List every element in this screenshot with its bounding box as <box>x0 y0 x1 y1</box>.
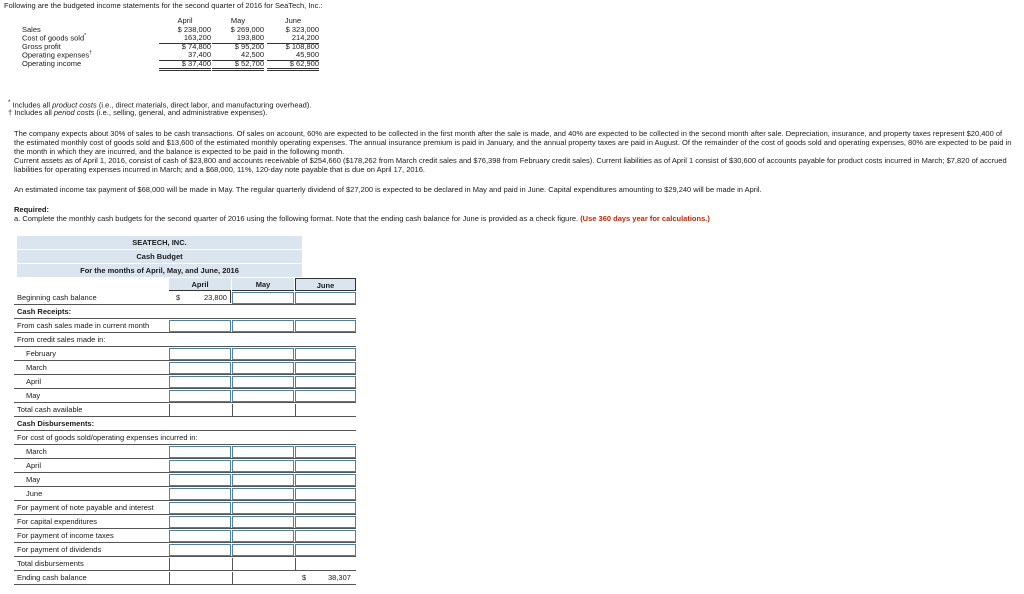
total-disb-may <box>232 558 294 570</box>
input-taxes-april[interactable] <box>169 530 231 542</box>
input-cogs-mar-june[interactable] <box>295 446 356 458</box>
row-credit-april: April <box>14 375 356 389</box>
row-credit-march: March <box>14 361 356 375</box>
row-credit-may: May <box>14 389 356 403</box>
row-cogs-may: May <box>14 473 356 487</box>
row-dividends: For payment of dividends <box>14 543 356 557</box>
input-cogs-apr-april[interactable] <box>169 460 231 472</box>
income-row-gross-profit: Gross profit $ 74,800 $ 95,200 $ 108,800 <box>22 41 319 51</box>
income-row-cogs: Cost of goods sold* 163,200 193,800 214,200 <box>22 33 319 43</box>
input-credit-may-may[interactable] <box>232 390 294 402</box>
input-cash-sales-june[interactable] <box>295 320 356 332</box>
budget-title: Cash Budget <box>17 250 302 263</box>
row-cogs-heading: For cost of goods sold/operating expenses incurred in: <box>14 431 356 445</box>
input-note-april[interactable] <box>169 502 231 514</box>
income-row-sales: Sales $ 238,000 $ 269,000 $ 323,000 <box>22 24 319 34</box>
ending-cash-june: 38,307 <box>328 573 351 582</box>
total-disb-april <box>169 558 231 570</box>
ending-cash-may <box>232 572 294 584</box>
row-credit-heading: From credit sales made in: <box>14 333 356 347</box>
input-beginning-june[interactable] <box>295 292 356 304</box>
input-credit-may-june[interactable] <box>295 390 356 402</box>
row-total-disb: Total disbursements <box>14 557 356 571</box>
footnote-period-costs: † Includes all period costs (i.e., selling, general, and administrative expenses). <box>8 108 268 117</box>
paragraph-current-assets: Current assets as of April 1, 2016, consist of cash of $23,800 and accounts receivable of $254,660 ($178,262 from March credit sales and $76,398 from February credit sales). Current liabilities as of April 1 consist of $30,600 of accounts payable for product costs incurred in March; $7,820 of accrued liabilities for operating expenses incurred in March; and a $68,000, 11%, 120-day note payable that is due on April 17, 2016. <box>14 156 1007 174</box>
input-credit-mar-may[interactable] <box>232 362 294 374</box>
required-heading: Required: <box>14 205 50 214</box>
input-credit-feb-april[interactable] <box>169 348 231 360</box>
col-june: June <box>295 278 356 291</box>
input-taxes-may[interactable] <box>232 530 294 542</box>
input-credit-feb-may[interactable] <box>232 348 294 360</box>
income-row-operating-income: Operating income $ 37,400 $ 52,700 $ 62,900 <box>22 59 327 68</box>
col-april: April <box>169 278 231 291</box>
row-receipts-heading: Cash Receipts: <box>14 305 356 319</box>
input-cogs-jun-may[interactable] <box>232 488 294 500</box>
input-taxes-june[interactable] <box>295 530 356 542</box>
input-cogs-may-april[interactable] <box>169 474 231 486</box>
input-capex-june[interactable] <box>295 516 356 528</box>
input-note-june[interactable] <box>295 502 356 514</box>
row-taxes: For payment of income taxes <box>14 529 356 543</box>
text-caret <box>230 291 231 303</box>
input-dividends-june[interactable] <box>295 544 356 556</box>
footnote-product-costs: * Includes all product costs (i.e., direct materials, direct labor, and manufacturing overhead). <box>8 99 312 110</box>
input-cogs-jun-june[interactable] <box>295 488 356 500</box>
input-beginning-may[interactable] <box>232 292 294 304</box>
row-total-available: Total cash available <box>14 403 356 417</box>
input-credit-apr-april[interactable] <box>169 376 231 388</box>
income-col-june: June <box>284 16 302 25</box>
income-col-april: April <box>177 16 193 25</box>
row-beginning-cash: Beginning cash balance $ 23,800 <box>14 291 356 305</box>
required-text: a. Complete the monthly cash budgets for the second quarter of 2016 using the following format. Note that the ending cash balance for June is provided as a check figure. (Use 360 days year for calculations.) <box>14 214 710 223</box>
row-cash-sales: From cash sales made in current month <box>14 319 356 333</box>
col-may: May <box>232 278 294 291</box>
row-capex: For capital expenditures <box>14 515 356 529</box>
row-ending-cash: Ending cash balance $ 38,307 <box>14 571 356 585</box>
input-cogs-jun-april[interactable] <box>169 488 231 500</box>
input-capex-may[interactable] <box>232 516 294 528</box>
total-available-may <box>232 404 294 416</box>
income-col-may: May <box>230 16 246 25</box>
row-cogs-march: March <box>14 445 356 459</box>
row-cogs-april: April <box>14 459 356 473</box>
beginning-cash-april: 23,800 <box>204 293 227 302</box>
ending-cash-april <box>169 572 231 584</box>
paragraph-tax-dividend: An estimated income tax payment of $68,000 will be made in May. The regular quarterly dividend of $27,200 is expected to be declared in May and paid in June. Capital expenditures amounting to $29,240 will be made in April. <box>14 185 762 194</box>
paragraph-sales-expectations: The company expects about 30% of sales to be cash transactions. Of sales on account, 60% are expected to be collected in the first month after the sale is made, and 40% are expected to be collected in the second month after sale. Depreciation, insurance, and property taxes represent $20,400 of the estimated monthly cost of goods sold and $13,600 of the estimated monthly operating expenses. The annual insurance premium is paid in January, and the annual property taxes are paid in August. Of the remainder of the cost of goods sold and operating expenses, 80% are expected to be paid in the month in which they are incurred, and the balance is expected to be paid in the following month. <box>14 129 1012 156</box>
total-disb-june <box>295 558 356 570</box>
input-capex-april[interactable] <box>169 516 231 528</box>
input-credit-may-april[interactable] <box>169 390 231 402</box>
row-credit-february: February <box>14 347 356 361</box>
intro-text: Following are the budgeted income statements for the second quarter of 2016 for SeaTech, Inc.: <box>4 1 323 10</box>
input-credit-mar-april[interactable] <box>169 362 231 374</box>
input-credit-apr-june[interactable] <box>295 376 356 388</box>
total-available-june <box>295 404 356 416</box>
input-dividends-april[interactable] <box>169 544 231 556</box>
income-statement <box>22 16 327 68</box>
input-cash-sales-april[interactable] <box>169 320 231 332</box>
input-cogs-mar-april[interactable] <box>169 446 231 458</box>
input-cogs-apr-june[interactable] <box>295 460 356 472</box>
budget-period: For the months of April, May, and June, 2016 <box>17 264 302 277</box>
income-row-opex: Operating expenses† 37,400 42,500 45,900 <box>22 50 319 60</box>
input-cogs-may-may[interactable] <box>232 474 294 486</box>
total-available-april <box>169 404 231 416</box>
row-note-payment: For payment of note payable and interest <box>14 501 356 515</box>
row-cogs-june: June <box>14 487 356 501</box>
input-credit-feb-june[interactable] <box>295 348 356 360</box>
input-cogs-mar-may[interactable] <box>232 446 294 458</box>
input-note-may[interactable] <box>232 502 294 514</box>
input-dividends-may[interactable] <box>232 544 294 556</box>
input-cash-sales-may[interactable] <box>232 320 294 332</box>
input-credit-apr-may[interactable] <box>232 376 294 388</box>
input-cogs-may-june[interactable] <box>295 474 356 486</box>
income-header-row <box>22 16 327 25</box>
input-credit-mar-june[interactable] <box>295 362 356 374</box>
row-disb-heading: Cash Disbursements: <box>14 417 356 431</box>
input-cogs-apr-may[interactable] <box>232 460 294 472</box>
budget-company: SEATECH, INC. <box>17 236 302 249</box>
